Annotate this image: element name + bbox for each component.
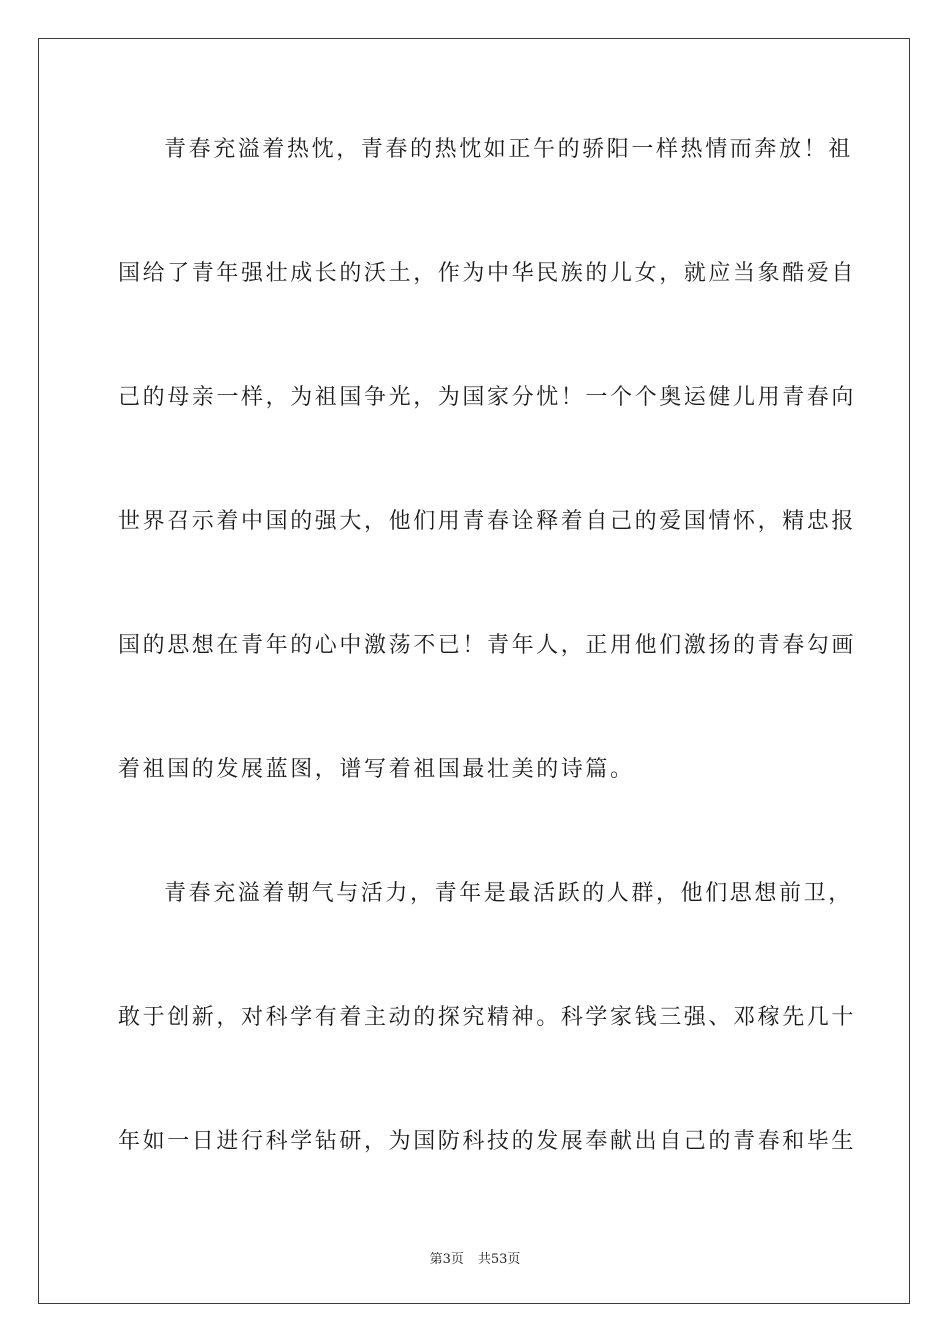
page-number-total: 共53页 [477, 1252, 521, 1267]
paragraph-line: 世界召示着中国的强大，他们用青春诠释着自己的爱国情怀，精忠报 [118, 509, 857, 534]
paragraph-line: 己的母亲一样，为祖国争光，为国家分忧！一个个奥运健儿用青春向 [118, 385, 857, 410]
paragraph-line: 着祖国的发展蓝图，谱写着祖国最壮美的诗篇。 [118, 757, 635, 782]
page-footer [0, 1248, 950, 1267]
paragraph-line: 国的思想在青年的心中激荡不已！青年人，正用他们激扬的青春勾画 [118, 633, 857, 658]
paragraph-line: 敢于创新，对科学有着主动的探究精神。科学家钱三强、邓稼先几十 [118, 1005, 857, 1030]
page-border [38, 38, 910, 1304]
paragraph-line: 青春充溢着朝气与活力，青年是最活跃的人群，他们思想前卫， [164, 881, 853, 906]
paragraph-line: 青春充溢着热忱，青春的热忱如正午的骄阳一样热情而奔放！祖 [164, 137, 853, 162]
paragraph-line: 年如一日进行科学钻研，为国防科技的发展奉献出自己的青春和毕生 [118, 1129, 857, 1154]
paragraph-line: 国给了青年强壮成长的沃土，作为中华民族的儿女，就应当象酷爱自 [118, 261, 857, 286]
page-number-current: 第3页 [429, 1252, 464, 1267]
